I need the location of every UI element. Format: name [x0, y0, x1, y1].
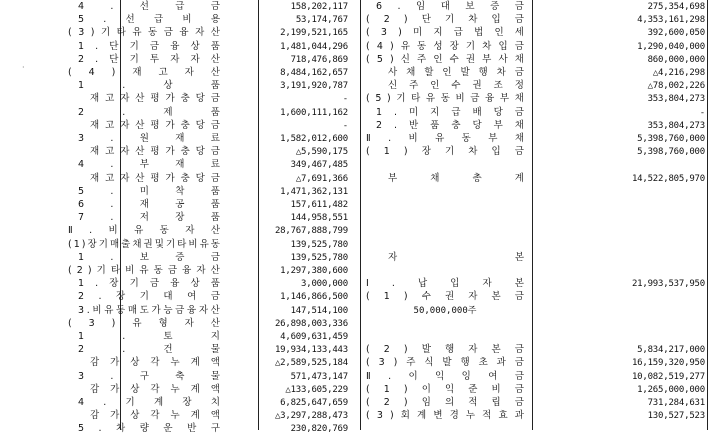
right-row	[0, 396, 713, 410]
right-row-label: ( 2 ) 임 의 적 립 금	[366, 397, 524, 408]
left-row-label: 5 . 선 급 비 용	[78, 14, 220, 26]
stray-mark: ·	[22, 63, 25, 72]
right-row	[0, 0, 713, 14]
left-row-label: ( 4 ) 재 고 자 산	[68, 67, 220, 78]
left-row-label: 3 . 구 축 물	[78, 370, 220, 382]
right-row	[0, 383, 713, 397]
right-row	[0, 330, 713, 344]
right-row-label: 1 . 미 지 급 배 당 금	[376, 106, 524, 118]
right-row-value: 4,353,161,298	[637, 15, 705, 26]
right-row-value: △78,002,226	[647, 81, 705, 92]
right-row-value: 14,522,805,970	[631, 173, 705, 184]
left-row-value: 53,174,767	[295, 15, 348, 26]
right-row-label: Ⅱ . 이 익 잉 여 금	[366, 370, 524, 382]
left-row-label: 감 가 상 각 누 계 액	[90, 357, 220, 369]
right-row-value: 5,398,760,000	[637, 147, 705, 158]
left-row-value: 3,191,920,787	[280, 81, 348, 92]
left-row-label: 5 . 차 량 운 반 구	[78, 423, 220, 435]
right-row	[0, 290, 713, 304]
right-row-label: ( 2 ) 발 행 자 본 금	[366, 344, 524, 356]
left-row-label: 3 . 비 유 동 매 도 가 능 금 융 자 산	[78, 304, 220, 316]
right-row-value: 353,804,273	[647, 120, 705, 131]
left-row-label: 1 . 장 기 금 융 상 품	[78, 278, 220, 290]
left-row-label: 1 . 보 증 금	[78, 251, 220, 263]
right-row-label: ( 1 ) 이 익 준 비 금	[366, 383, 524, 395]
right-row-value: 1,290,040,000	[637, 41, 705, 52]
right-row	[0, 238, 713, 252]
right-row	[0, 13, 713, 27]
left-row-value: 26,898,003,336	[274, 318, 348, 329]
right-row	[0, 26, 713, 40]
right-row	[0, 132, 713, 146]
right-row-label: ( 2 ) 단 기 차 입 금	[366, 14, 524, 26]
left-row-label: 재 고 자 산 평 가 충 당 금	[90, 172, 220, 184]
right-row	[0, 224, 713, 238]
right-row-label: ( 3 ) 미 지 급 법 인 세	[366, 27, 524, 39]
left-row-value: 147,514,100	[290, 305, 348, 316]
left-row-label: ( 2 ) 기 타 비 유 동 금 융 자 산	[68, 265, 220, 276]
left-row-value: 139,525,780	[290, 239, 348, 250]
left-row-value: 6,825,647,659	[280, 398, 348, 408]
right-row	[0, 185, 713, 199]
left-row-value: 157,611,482	[290, 200, 348, 210]
right-row-value: 16,159,320,950	[631, 358, 705, 369]
left-row-label: 재 고 자 산 평 가 충 당 금	[90, 93, 220, 105]
left-row-label: 4 . 선 급 금	[78, 1, 220, 12]
left-row-value: 1,297,380,600	[280, 266, 348, 276]
left-row-label: 6 . 재 공 품	[78, 199, 220, 210]
right-row	[0, 172, 713, 186]
right-row	[0, 198, 713, 212]
left-row-label: 2 . 건 물	[78, 344, 220, 356]
left-row-label: 2 . 단 기 투 자 자 산	[78, 53, 220, 65]
left-row-label: 5 . 미 착 품	[78, 185, 220, 197]
right-row-note: 50,000,000주	[413, 305, 477, 316]
left-row-label: 2 . 장 기 대 여 금	[78, 291, 220, 303]
left-row-label: 4 . 부 재 료	[78, 159, 220, 171]
right-row-label: 부 채 총 계	[388, 172, 524, 184]
left-row-value: 1,471,362,131	[280, 186, 348, 197]
right-row-label: 사 채 할 인 발 행 차 금	[388, 67, 524, 78]
left-row-value: 718,476,869	[290, 54, 348, 65]
left-row-value: 139,525,780	[290, 252, 348, 263]
right-row	[0, 251, 713, 265]
left-row-value: △133,605,229	[285, 384, 348, 395]
left-row-value: 4,609,631,459	[280, 332, 348, 342]
right-row-value: 860,000,000	[647, 54, 705, 65]
left-row-value: 1,481,044,296	[280, 41, 348, 52]
right-row-value: 731,284,631	[647, 398, 705, 408]
right-row	[0, 66, 713, 80]
left-row-label: 3 . 원 재 료	[78, 133, 220, 144]
right-row-label: ( 5 ) 신 주 인 수 권 부 사 채	[366, 53, 524, 65]
right-row	[0, 40, 713, 54]
right-row	[0, 79, 713, 93]
left-row-value: -	[342, 120, 348, 131]
left-row-value: 144,958,551	[290, 213, 348, 224]
left-row-label: 7 . 저 장 품	[78, 212, 220, 224]
left-row-value: 8,484,162,657	[280, 68, 348, 78]
right-row	[0, 106, 713, 120]
right-row	[0, 422, 713, 436]
right-row	[0, 356, 713, 370]
left-row-value: △5,590,175	[295, 147, 348, 158]
right-row-label: ( 3 ) 주 식 발 행 초 과 금	[366, 357, 524, 369]
right-row-value: 5,834,217,000	[637, 345, 705, 356]
left-row-value: 2,199,521,165	[280, 28, 348, 39]
left-row-label: 재 고 자 산 평 가 충 당 금	[90, 119, 220, 131]
right-row	[0, 409, 713, 423]
left-row-value: 1,582,012,600	[280, 134, 348, 144]
left-row-label: Ⅱ . 비 유 동 자 산	[68, 225, 220, 237]
right-row-label: ( 1 ) 장 기 차 입 금	[366, 146, 524, 158]
right-row-value: 130,527,523	[647, 411, 705, 422]
left-row-value: 158,202,117	[290, 2, 348, 12]
left-row-label: 감 가 상 각 누 계 액	[90, 410, 220, 422]
right-row-label: 2 . 반 품 충 당 부 채	[376, 119, 524, 131]
right-row-label: 6 . 임 대 보 증 금	[376, 1, 524, 12]
left-row-value: 19,934,133,443	[274, 345, 348, 356]
left-row-label: ( 3 ) 기 타 유 동 금 융 자 산	[68, 27, 220, 39]
right-row-label: Ⅰ . 납 입 자 본	[366, 278, 524, 290]
right-row	[0, 343, 713, 357]
right-row-value: 1,265,000,000	[637, 384, 705, 395]
left-row-value: △3,297,288,473	[274, 411, 348, 422]
right-row-value: 353,804,273	[647, 94, 705, 105]
right-row	[0, 53, 713, 67]
right-row-label: Ⅱ . 비 유 동 부 채	[366, 133, 524, 144]
right-row	[0, 277, 713, 291]
left-row-label: ( 1 ) 장 기 매 출 채 권 및 기 타 비 유 동	[68, 238, 220, 250]
left-row-label: 4 . 기 계 장 치	[78, 397, 220, 408]
left-row-label: 1 . 토 지	[78, 331, 220, 342]
left-row-label: 1 . 단 기 금 융 상 품	[78, 40, 220, 52]
right-row	[0, 92, 713, 106]
left-row-label: 감 가 상 각 누 계 액	[90, 383, 220, 395]
right-row-value: △4,216,298	[652, 68, 705, 78]
left-row-value: 1,146,866,500	[280, 292, 348, 303]
right-row	[0, 145, 713, 159]
left-row-value: △2,589,525,184	[274, 358, 348, 369]
right-row-label: 신 주 인 수 권 조 정	[388, 80, 524, 92]
left-row-value: △7,691,366	[295, 173, 348, 184]
left-row-value: 230,820,769	[290, 424, 348, 435]
left-row-label: 재 고 자 산 평 가 충 당 금	[90, 146, 220, 158]
left-row-value: 3,000,000	[301, 279, 348, 290]
right-row-label: 자 본	[388, 251, 524, 263]
right-row-value: 10,082,519,277	[631, 371, 705, 382]
right-row-label: ( 5 ) 기 타 유 동 비 금 융 부 채	[366, 93, 524, 105]
right-row-value: 392,600,050	[647, 28, 705, 39]
right-row-label: ( 3 ) 회 계 변 경 누 적 효 과	[366, 410, 524, 422]
right-row	[0, 370, 713, 384]
right-row-label: ( 4 ) 유 동 성 장 기 차 입 금	[366, 40, 524, 52]
left-row-value: 1,600,111,162	[280, 107, 348, 118]
right-row	[0, 264, 713, 278]
left-row-label: 1 . 상 품	[78, 80, 220, 92]
left-row-label: ( 3 ) 유 형 자 산	[68, 317, 220, 329]
right-row	[0, 304, 713, 318]
right-row	[0, 211, 713, 225]
right-row	[0, 158, 713, 172]
left-row-label: 2 . 제 품	[78, 106, 220, 118]
left-row-value: -	[342, 94, 348, 105]
right-row	[0, 317, 713, 331]
right-row	[0, 119, 713, 133]
right-row-value: 21,993,537,950	[631, 279, 705, 290]
right-row-value: -	[699, 107, 705, 118]
left-row-value: 571,473,147	[290, 371, 348, 382]
left-row-value: 349,467,485	[290, 160, 348, 171]
right-row-label: ( 1 ) 수 권 자 본 금	[366, 291, 524, 303]
left-row-value: 28,767,888,799	[274, 226, 348, 237]
right-row-value: 5,398,760,000	[637, 134, 705, 144]
right-row-value: 275,354,698	[647, 2, 705, 12]
